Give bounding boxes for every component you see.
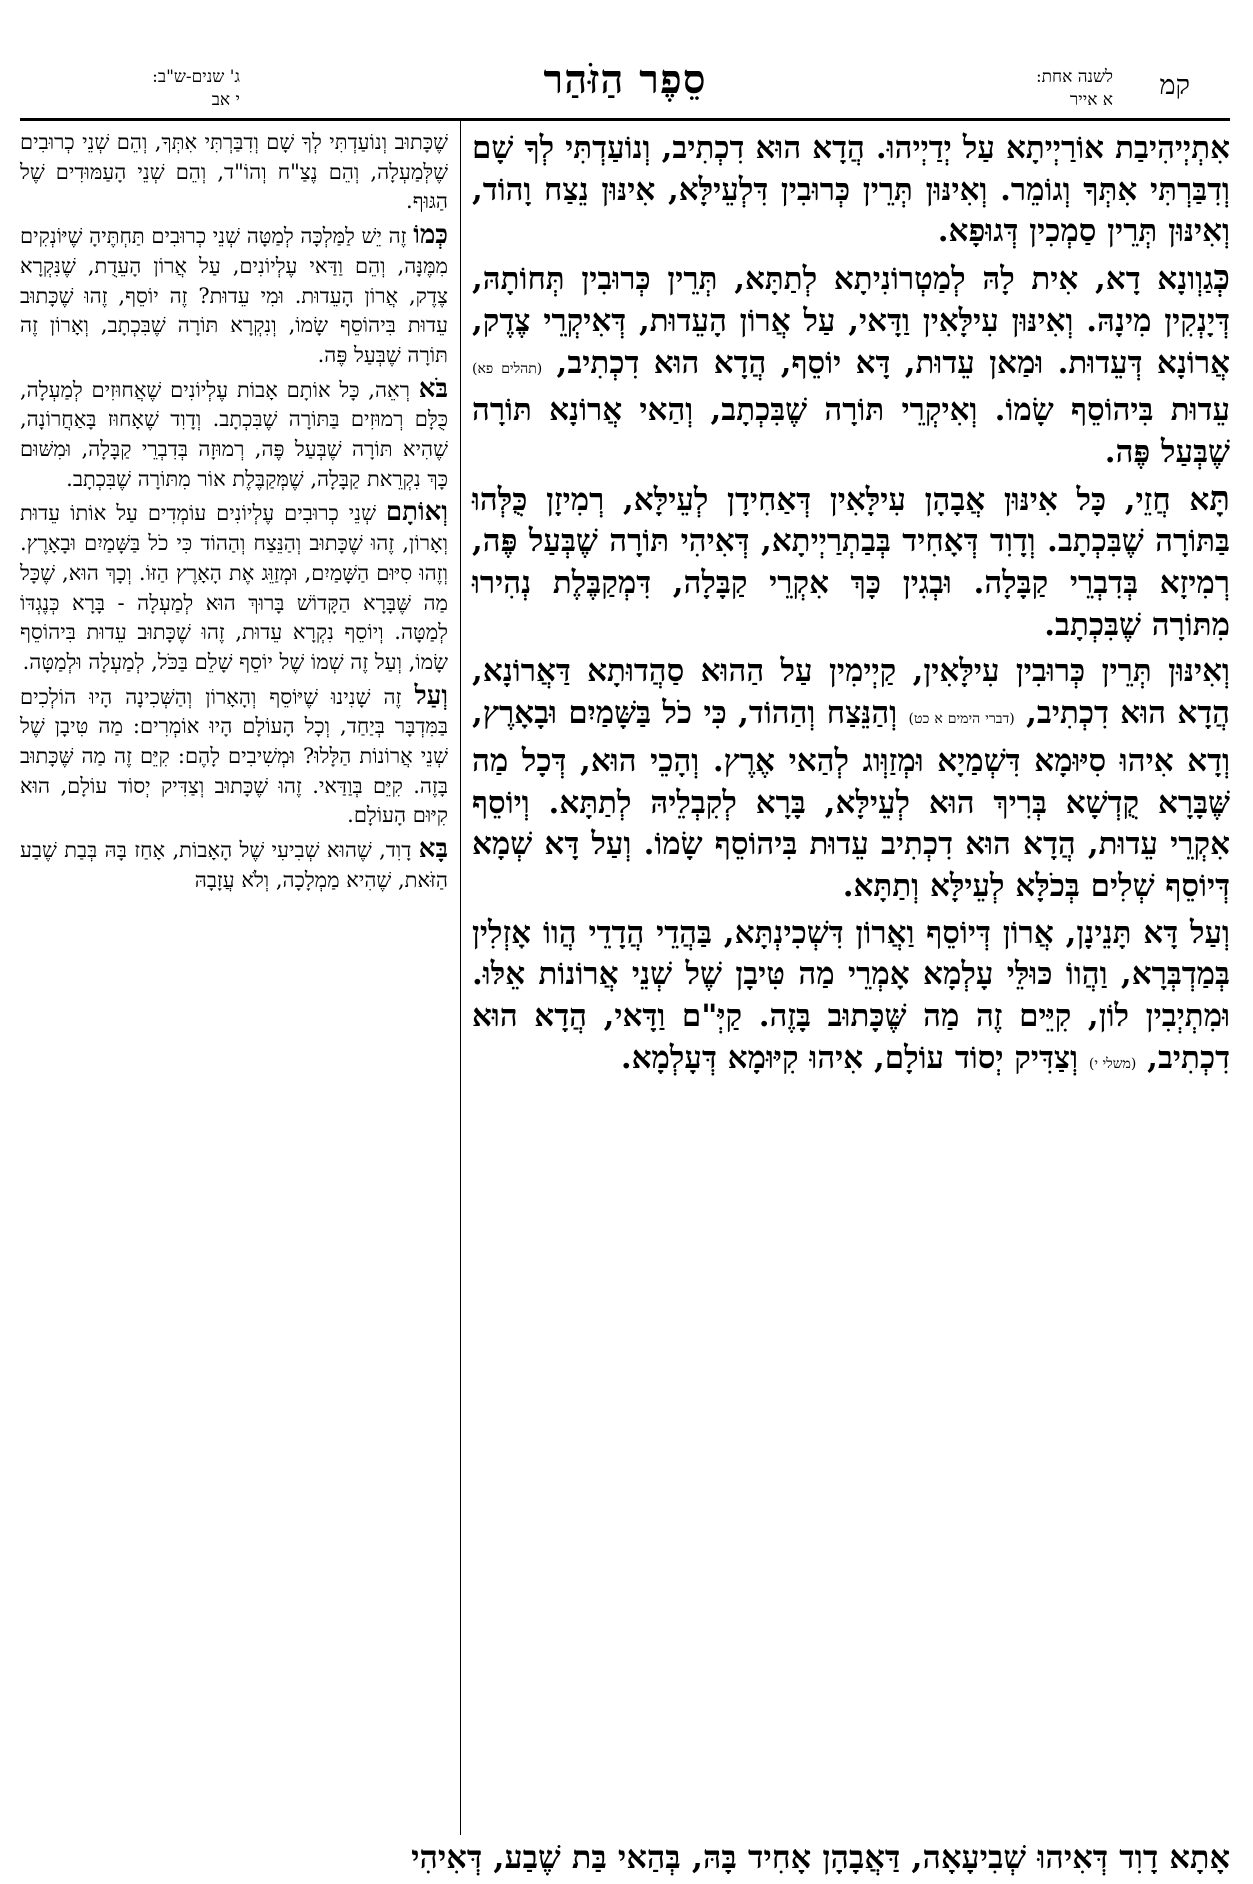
main-paragraph — [472, 651, 1230, 907]
side-paragraph — [20, 682, 448, 832]
hebrew-translation-column — [20, 128, 448, 1833]
side-paragraph-lead: כְּמוֹ — [413, 220, 448, 251]
side-paragraph-lead: וְעַל — [414, 680, 448, 711]
three-year-label-text: ג' שנים-ש"ב: — [152, 67, 240, 87]
side-paragraph — [20, 128, 448, 217]
side-paragraph-text: דָוִד, שֶׁהוּא שְׁבִיעִי שֶׁל הָאָבוֹת, אָחַז בָּהּ בְּבַת שֶׁבַע הַזֹּאת, שֶׁהִיא מַמְלָכָה, וְלֹא עֲזָבָהּ — [20, 838, 448, 892]
one-year-study-label — [948, 66, 1113, 132]
book-title: סֵפֶר הַזֹּהַר — [543, 56, 707, 103]
one-year-label-text: לשנה אחת: — [1035, 67, 1113, 87]
one-year-date: א אייר — [1069, 90, 1113, 110]
main-paragraph-lead: כְּ — [1213, 258, 1230, 299]
side-paragraph-lead: בָּא — [418, 834, 448, 865]
main-paragraph-text: וְהַנֵּצַח וְהַהוֹד, כִּי כֹל בַּשָּׁמַיִם וּבָאָרֶץ, וְדָא אִיהוּ סִיּוּמָא דִּשְׁמַיָא וּמְזַוְּוג לְהַאי אֶרֶץ. וְהָכֵי הוּא, דְּכָל מַה שֶּׁבָּרָא קֻדְשָׁא בְּרִיךְ הוּא לְעֵילָּא, בָּרָא לְקִבְלֵיהּ לְתַתָּא. וְיוֹסֵף אִקְרֵי עֵדוּת, הֲדָא הוּא דִכְתִיב עֵדוּת בִּיהוֹסֵף שָׂמוֹ. וְעַל דָּא שְׁמָא דְּיוֹסֵף שְׁלִים בְּכֹלָּא לְעֵילָּא וְתַתָּא. — [472, 695, 1230, 904]
main-paragraph — [472, 913, 1230, 1086]
aramaic-text-column — [472, 128, 1230, 1828]
page-number: קמ — [1159, 70, 1190, 101]
bottom-continuation-line: אָתָא דָוִד דְּאִיהוּ שְׁבִיעָאָה, דַּאֲבָהָן אָחִיד בָּהּ, בְּהַאי בַּת שֶׁבַע, דְּאִיהִי — [411, 1838, 1230, 1876]
main-paragraph — [472, 128, 1230, 253]
side-paragraph-text: שְׁנֵי כְרוּבִים עֶלְיוֹנִים עוֹמְדִים עַל אוֹתוֹ עֵדוּת וְאָרוֹן, זֶהוּ שֶׁכָּתוּב וְהַנֵּצַח וְהַהוֹד כִּי כֹל בַּשָּׁמַיִם וּבָאָרֶץ. וְזֶהוּ סִיּוּם הַשָּׁמַיִם, וּמְזַוֵּג אֶת הָאָרֶץ הַזּוֹ. וְכָךְ הוּא, שֶׁכָּל מַה שֶּׁבָּרָא הַקָּדוֹשׁ בָּרוּךְ הוּא לְמַעְלָה - בָּרָא כְּנֶגְדּוֹ לְמַטָּה. וְיוֹסֵף נִקְרָא עֵדוּת, זֶהוּ שֶׁכָּתוּב עֵדוּת בִּיהוֹסֵף שָׂמוֹ, וְעַל זֶה שְׁמוֹ שֶׁל יוֹסֵף שָׁלֵם בַּכֹּל, לְמַעְלָה וּלְמַטָּה. — [20, 501, 448, 674]
side-paragraph — [20, 375, 448, 495]
main-paragraph-text: וְאִינּוּן תְּרֵין כְּרוּבִין עִילָּאִין, קַיְימִין עַל הַהוּא סַהֲדוּתָא דַּאֲרוֹנָא, הֲדָא הוּא דִכְתִיב, — [472, 653, 1230, 732]
side-paragraph — [20, 498, 448, 677]
side-paragraph-lead: וְאוֹתָם — [385, 497, 448, 528]
main-paragraph-text: עֵדוּת בִּיהוֹסֵף שָׂמוֹ. וְאִיקְרֵי תּוֹרָה שֶׁבִּכְתָב, וְהַאי אֲרוֹנָא תּוֹרָה שֶׁבְּעַל פֶּה. — [472, 392, 1230, 470]
main-paragraph-text: גַוְונָא דָא, אִית לָהּ לְמַטְרוֹנִיתָא לְתַתָּא, תְּרֵין כְּרוּבִין תְּחוֹתָהּ, דְּיָנְקִין מִינָהּ. וְאִינּוּן עִילָּאִין וַדָּאי, עַל אֲרוֹן הָעֵדוּת, דְּאִיקְרֵי צֶדֶק, אֲרוֹנָא דְּעֵדוּת. וּמַאן עֵדוּת, דָּא יוֹסֵף, הֲדָא הוּא דִכְתִיב, — [472, 261, 1230, 381]
column-divider — [460, 118, 461, 1835]
side-paragraph-text: שֶׁכָּתוּב וְנוֹעַדְתִּי לְךָ שָׁם וְדִבַּרְתִּי אִתְּךָ, וְהֵם שְׁנֵי כְרוּבִים שֶׁלְּמַעְלָה, וְהֵם נֶצַ"ח וְהוֹ"ד, וְהֵם שְׁנֵי הָעַמּוּדִים שֶׁל הַגּוּף. — [20, 130, 448, 214]
side-paragraph-text: זֶה שָׁנִינוּ שֶׁיּוֹסֵף וְהָאָרוֹן וְהַשְּׁכִינָה הָיוּ הוֹלְכִים בַּמִּדְבָּר בְּיַחַד, וְכָל הָעוֹלָם הָיוּ אוֹמְרִים: מַה טִּיבָן שֶׁל שְׁנֵי אֲרוֹנוֹת הַלָּלוּ? וּמְשִׁיבִים לָהֶם: קִיֵּם זֶה מַה שֶּׁכָּתוּב בָּזֶה. קִיֵּם בְּוַדַּאי. זֶהוּ שֶׁכָּתוּב וְצַדִּיק יְסוֹד עוֹלָם, הוּא קִיּוּם הָעוֹלָם. — [20, 684, 448, 828]
source-reference: (דברי הימים א כט) — [908, 711, 1015, 728]
header-rule — [20, 118, 1230, 121]
side-paragraph-text: רְאֵה, כָּל אוֹתָם אָבוֹת עֶלְיוֹנִים שֶׁאֲחוּזִים לְמַעְלָה, כֻּלָּם רְמוּזִים בַּתּוֹרָה שֶׁבִּכְתָב. וְדָוִד שֶׁאָחוּז בָּאַחֲרוֹנָה, שֶׁהִיא תּוֹרָה שֶׁבְּעַל פֶּה, רְמוּזָה בְּדִבְרֵי קַבָּלָה, וּמִשּׁוּם כָּךְ נִקְרֵאת קַבָּלָה, שֶׁמְּקַבֶּלֶת אוֹר מִתּוֹרָה שֶׁבִּכְתָב. — [20, 377, 448, 491]
side-paragraph-lead: בֹּא — [418, 373, 448, 404]
main-paragraph-lead: תָּ — [1209, 478, 1230, 519]
side-paragraph-text: זֶה יֵשׁ לַמַּלְכָּה לְמַטָּה שְׁנֵי כְרוּבִים תַּחְתֶּיהָ שֶׁיּוֹנְקִים מִמֶּנָּה, וְהֵם וַדַּאי עֶלְיוֹנִים, עַל אֲרוֹן הָעֵדֻת, שֶׁנִּקְרָא צֶדֶק, אֲרוֹן הָעֵדוּת. וּמִי עֵדוּת? זֶה יוֹסֵף, זֶהוּ שֶׁכָּתוּב עֵדוּת בִּיהוֹסֵף שָׂמוֹ, וְנִקְרָא תּוֹרָה שֶׁבִּכְתָב, וְאָרוֹן זֶה תּוֹרָה שֶׁבְּעַל פֶּה. — [20, 224, 448, 367]
main-paragraph — [472, 479, 1230, 647]
main-paragraph-text: וְצַדִּיק יְסוֹד עוֹלָם, אִיהוּ קִיּוּמָא דְּעָלְמָא. — [620, 1039, 1079, 1076]
main-paragraph-text: וְעַל דָּא תָּנֵינָן, אֲרוֹן דְּיוֹסֵף וַאֲרוֹן דִּשְׁכִינְתָּא, בַּהֲדֵי הֲדָדֵי הֲווֹ אָזְלִין בְּמַדְבְּרָא, וַהֲווֹ כּוּלֵּי עָלְמָא אָמְרֵי מַה טִּיבָן שֶׁל שְׁנֵי אֲרוֹנוֹת אֵלּוּ. וּמִתְיְבִין לוֹן, קִיֵּים זֶה מַה שֶּׁכָּתוּב בָּזֶה. קַיְּ"ם וַדָּאי, הֲדָא הוּא דִכְתִיב, — [472, 914, 1230, 1076]
main-paragraph-text: אִתְיְיהִיבַת אוֹרַיְיתָא עַל יְדַיְיהוּ. הֲדָא הוּא דִכְתִיב, וְנוֹעַדְתִּי לְךָ שָׁם וְדִבַּרְתִּי אִתְּךָ וְגוֹמֵר. וְאִינּוּן תְּרֵין כְּרוּבִין דִּלְעֵילָּא, אִינּוּן נֵצַח וָהוֹד, וְאִינּוּן תְּרֵין סַמְכִין דְּגוּפָא. — [472, 130, 1230, 250]
source-reference: (משלי י) — [1088, 1055, 1137, 1072]
main-paragraph — [472, 258, 1230, 474]
three-year-study-label — [20, 66, 240, 132]
three-year-date: י אב — [211, 90, 240, 110]
side-paragraph — [20, 221, 448, 371]
main-paragraph-text: א חֲזֵי, כָּל אִינּוּן אֲבָהָן עִילָּאִין דְּאַחִידָן לְעֵילָּא, רְמִיזָן כֻּלְּהוּ בַּתּוֹרָה שֶׁבִּכְתָב. וְדָוִד דְּאָחִיד בְּבַתְרַיְיתָא, דְּאִיהִי תּוֹרָה שֶׁבְּעַל פֶּה, רְמִיזָא בְּדִבְרֵי קַבָּלָה. וּבְגִין כָּךְ אִקְרֵי קַבָּלָה, דִּמְקַבֶּלֶת נְהִירוּ מִתּוֹרָה שֶׁבִּכְתָב. — [472, 481, 1230, 643]
side-paragraph — [20, 835, 448, 895]
source-reference: (תהלים פא) — [472, 360, 543, 377]
